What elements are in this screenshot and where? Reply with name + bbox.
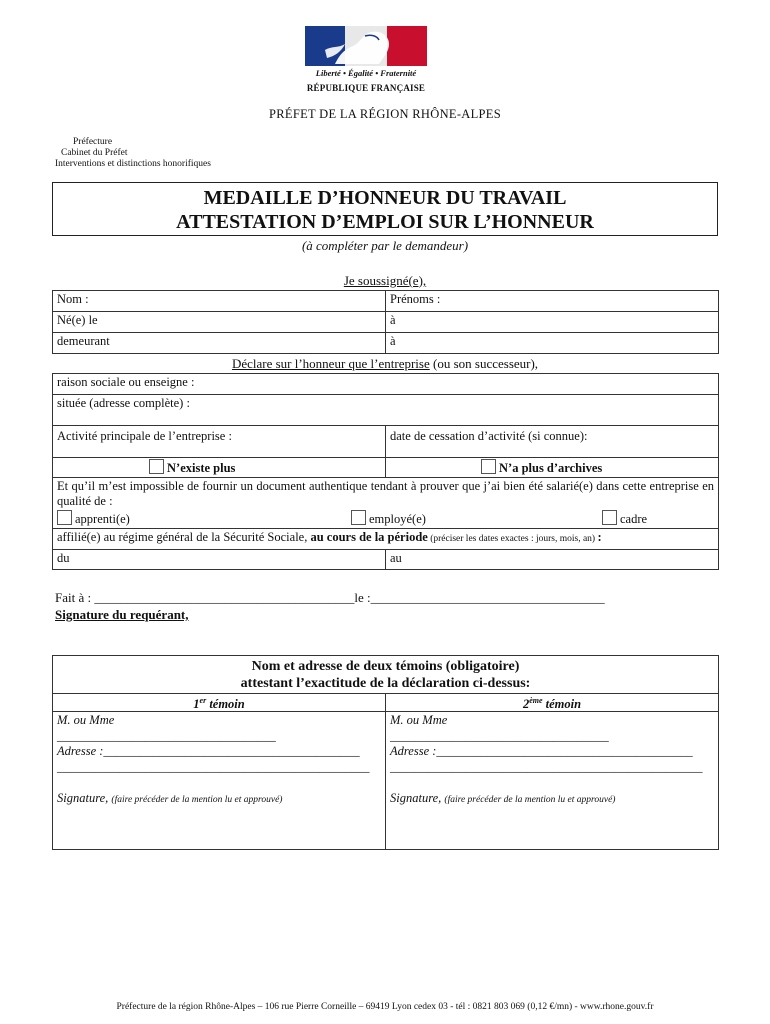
preciser-text: (préciser les dates exactes : jours, mois, an) (427, 534, 598, 544)
title-box (52, 182, 718, 236)
prefet-heading: PRÉFET DE LA RÉGION RHÔNE-ALPES (269, 107, 501, 121)
employe-checkbox[interactable] (351, 510, 366, 525)
city-field[interactable]: à (386, 333, 719, 354)
plus-archives-checkbox[interactable] (481, 459, 496, 474)
witness-2-sup: ème (529, 696, 543, 705)
witness-title-2: attestant l’exactitude de la déclaration ci-dessus: (240, 676, 531, 691)
cadre-checkbox[interactable] (602, 510, 617, 525)
company-address-field[interactable]: située (adresse complète) : (53, 395, 719, 426)
apprenti-checkbox[interactable] (57, 510, 72, 525)
nexiste-plus-label: N’existe plus (167, 461, 236, 475)
witness-2-name-line[interactable]: ___________________________________ (390, 728, 609, 743)
witness-1-sup: er (199, 696, 207, 705)
fait-a-line[interactable]: Fait à : ________________________________________le :____________________________________ (55, 590, 605, 605)
intro-text (0, 273, 770, 289)
prenoms-field[interactable]: Prénoms : (386, 291, 719, 312)
witness-1-heading (53, 694, 386, 712)
witness-table (52, 655, 719, 850)
company-table (52, 373, 719, 570)
nexiste-plus-checkbox[interactable] (149, 459, 164, 474)
periode-colon: : (597, 530, 602, 544)
birthplace-field[interactable]: à (386, 312, 719, 333)
witness-2-name-label: M. ou Mme (390, 713, 448, 728)
declaration-underlined: Déclare sur l’honneur que l’entreprise (231, 356, 430, 371)
role-apprenti[interactable] (57, 510, 130, 527)
marianne-logo (305, 26, 427, 96)
role-employe[interactable] (351, 510, 426, 527)
impossible-row (53, 478, 719, 529)
raison-sociale-field[interactable]: raison sociale ou enseigne : (53, 374, 719, 395)
witness-1-number: 1 (193, 697, 200, 712)
apprenti-label: apprenti(e) (75, 512, 130, 526)
subtitle: (à compléter par le demandeur) (301, 238, 469, 253)
title-line-1: MEDAILLE D’HONNEUR DU TRAVAIL (203, 187, 567, 209)
service-line-2: Cabinet du Préfet (61, 148, 128, 158)
role-options (57, 510, 714, 527)
witness-1-name-label: M. ou Mme (57, 713, 115, 728)
witness-2-signature[interactable] (390, 791, 714, 809)
period-start-field[interactable]: du (53, 550, 386, 570)
birthdate-field[interactable]: Né(e) le (53, 312, 386, 333)
logo-motto: Liberté • Égalité • Fraternité (315, 68, 417, 78)
address-field[interactable]: demeurant (53, 333, 386, 354)
witness-1-signature[interactable] (57, 791, 381, 809)
affilie-text: affilié(e) au régime général de la Sécurité Sociale, (57, 530, 311, 544)
witness-1-signature-label: Signature, (57, 791, 112, 806)
activity-field[interactable]: Activité principale de l’entreprise : (53, 426, 386, 458)
witness-2-address-line[interactable]: __________________________________________________ (390, 759, 703, 774)
witness-2-signature-label: Signature, (390, 791, 445, 806)
option-nexiste-plus[interactable] (53, 458, 386, 478)
declaration-rest: (ou son successeur), (429, 356, 539, 371)
witness-1-name-line[interactable]: ___________________________________ (57, 728, 276, 743)
witness-1-block[interactable] (53, 712, 386, 850)
intro-soussigne: Je soussigné(e), (343, 273, 427, 288)
role-cadre[interactable] (602, 510, 647, 527)
cessation-date-field[interactable]: date de cessation d’activité (si connue): (386, 426, 719, 458)
witness-1-address-line[interactable]: __________________________________________________ (57, 759, 370, 774)
logo-republic: RÉPUBLIQUE FRANÇAISE (306, 83, 426, 93)
option-plus-archives[interactable] (386, 458, 719, 478)
witness-1-address[interactable]: Adresse :_________________________________________ (57, 744, 360, 759)
affiliation-row (53, 529, 719, 550)
periode-text: au cours de la période (310, 530, 428, 544)
service-line-1: Préfecture (73, 137, 113, 147)
witness-1-signature-note: (faire précéder de la mention lu et approuvé) (111, 795, 283, 806)
impossible-text: Et qu’il m’est impossible de fournir un document authentique tendant à prouver que j’ai bien été salarié(e) dans cette entreprise en qualité de : (57, 479, 714, 508)
witness-2-block[interactable] (386, 712, 719, 850)
witness-1-word: témoin (206, 697, 245, 712)
marianne-profile-icon (305, 26, 427, 66)
declaration-text (0, 356, 770, 372)
witness-2-heading (386, 694, 719, 712)
service-line-3: Interventions et distinctions honorifiques (55, 159, 211, 169)
period-end-field[interactable]: au (386, 550, 719, 570)
cadre-label: cadre (620, 512, 648, 526)
signature-requerant-label: Signature du requérant, (55, 607, 189, 622)
nom-field[interactable]: Nom : (53, 291, 386, 312)
witness-2-word: témoin (542, 697, 582, 712)
footer-address: Préfecture de la région Rhône-Alpes – 106 rue Pierre Corneille – 69419 Lyon cedex 03 - tél : 0821 803 069 (0,12 €/mn) - www.rhone.gouv.fr (116, 1002, 654, 1012)
applicant-table (52, 290, 719, 354)
title-line-2: ATTESTATION D’EMPLOI SUR L’HONNEUR (176, 211, 594, 233)
witness-2-signature-note: (faire précéder de la mention lu et approuvé) (444, 795, 616, 806)
plus-archives-label: N’a plus d’archives (499, 461, 603, 475)
witness-title-1: Nom et adresse de deux témoins (obligatoire) (251, 659, 520, 674)
witness-2-number: 2 (522, 697, 530, 712)
witness-header (53, 656, 719, 694)
employe-label: employé(e) (369, 512, 426, 526)
witness-2-address[interactable]: Adresse :_________________________________________ (390, 744, 693, 759)
